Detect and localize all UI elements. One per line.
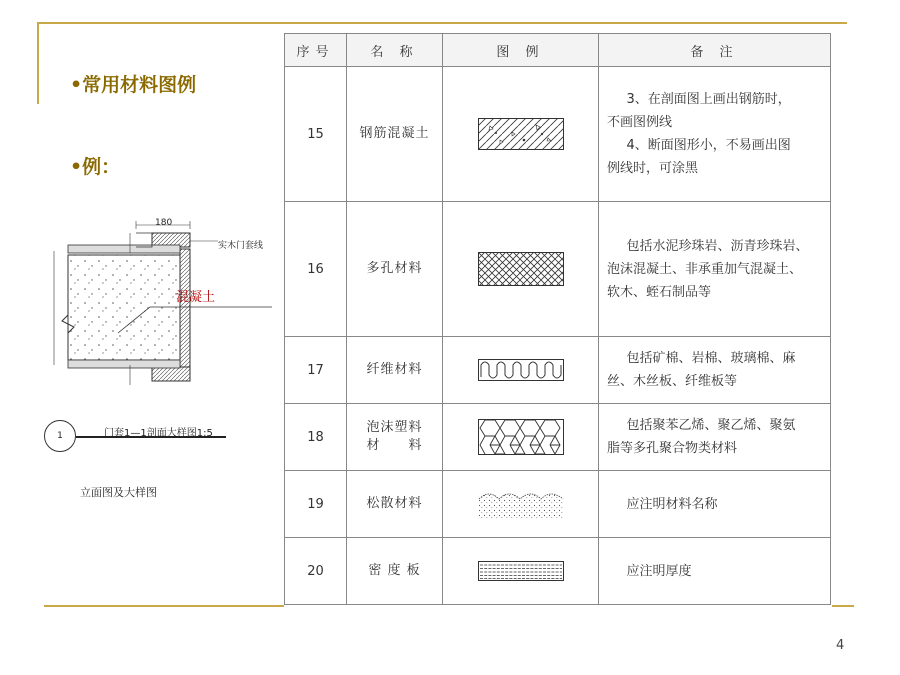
row-no: 19: [285, 471, 347, 538]
row-note: [599, 337, 831, 404]
fiber-wave-icon: [478, 359, 564, 381]
note-line: 包括水泥珍珠岩、沥青珍珠岩、: [626, 238, 809, 254]
row-name: [347, 471, 443, 538]
note-line: 丝、木丝板、纤维板等: [607, 374, 738, 389]
row-pattern: [443, 404, 599, 471]
density-board-lines-icon: [478, 561, 564, 581]
dimension-180: 180: [155, 218, 173, 228]
honeycomb-icon: [478, 419, 564, 455]
row-note: [599, 538, 831, 605]
row-no: 15: [285, 67, 347, 202]
row-name-line: 松散材料: [366, 496, 423, 511]
section-number: 1: [57, 431, 63, 441]
table-row: [285, 67, 831, 202]
row-note: [599, 471, 831, 538]
door-trim-label: 实木门套线: [218, 241, 264, 251]
drawing-sub-caption: 立面图及大样图: [80, 486, 157, 499]
frame-left-rule: [37, 22, 39, 104]
row-pattern: [443, 337, 599, 404]
frame-bottom-rule-right: [832, 605, 854, 607]
note-line: 包括矿棉、岩棉、玻璃棉、麻: [626, 351, 796, 366]
header-no: 序号: [285, 34, 347, 67]
row-no: 17: [285, 337, 347, 404]
row-name: [347, 538, 443, 605]
row-note: [599, 404, 831, 471]
row-name: [347, 404, 443, 471]
row-pattern: [443, 67, 599, 202]
header-remarks: 备 注: [599, 34, 831, 67]
row-note: [599, 202, 831, 337]
note-line: 应注明材料名称: [626, 496, 718, 512]
row-name-line: 多孔材料: [366, 261, 423, 276]
section-caption: 门套1—1剖面大样图1:5: [104, 428, 213, 439]
frame-top-rule: [37, 22, 847, 24]
row-no: 20: [285, 538, 347, 605]
header-name: 名 称: [347, 34, 443, 67]
heading-example: •例：: [70, 156, 121, 178]
rebar-concrete-hatch-icon: [478, 118, 564, 150]
row-name: [347, 202, 443, 337]
row-name-line: 纤维材料: [366, 362, 423, 377]
row-pattern: [443, 471, 599, 538]
table-row: [285, 538, 831, 605]
table-row: [285, 404, 831, 471]
table-row: [285, 471, 831, 538]
heading-common-materials: •常用材料图例: [70, 74, 197, 96]
row-name: [347, 337, 443, 404]
row-name-line: 钢筋混凝土: [359, 126, 430, 141]
row-no: 16: [285, 202, 347, 337]
note-line: 4、断面图形小，不易画出图: [626, 138, 791, 153]
note-line: 不画图例线: [607, 115, 673, 130]
row-name: [347, 67, 443, 202]
loose-dots-wave-icon: [478, 489, 564, 519]
note-line: 泡沫混凝土、非承重加气混凝土、: [607, 261, 803, 277]
note-line: 软木、蛭石制品等: [607, 284, 712, 300]
row-pattern: [443, 538, 599, 605]
note-line: 例线时，可涂黑: [607, 161, 699, 176]
row-note: [599, 67, 831, 202]
row-name-line: 材 料: [366, 438, 423, 453]
row-no: 18: [285, 404, 347, 471]
header-legend: 图 例: [443, 34, 599, 67]
row-name-line: 泡沫塑料: [366, 420, 423, 435]
note-line: 3、在剖面图上画出钢筋时，: [626, 92, 791, 107]
crosshatch-icon: [478, 252, 564, 286]
table-row: [285, 337, 831, 404]
note-line: 脂等多孔聚合物类材料: [607, 441, 738, 456]
table-row: [285, 202, 831, 337]
frame-bottom-rule-left: [44, 605, 284, 607]
table-header-row: [285, 34, 831, 67]
material-legend-table: [284, 33, 831, 605]
section-marker: [44, 420, 76, 452]
note-line: 应注明厚度: [626, 563, 692, 579]
row-pattern: [443, 202, 599, 337]
door-frame-section-drawing: [40, 215, 280, 485]
note-line: 包括聚苯乙烯、聚乙烯、聚氨: [626, 418, 796, 433]
page-number: 4: [836, 638, 845, 653]
row-name-line: 密 度 板: [368, 563, 421, 578]
concrete-label: 混凝土: [176, 290, 216, 305]
